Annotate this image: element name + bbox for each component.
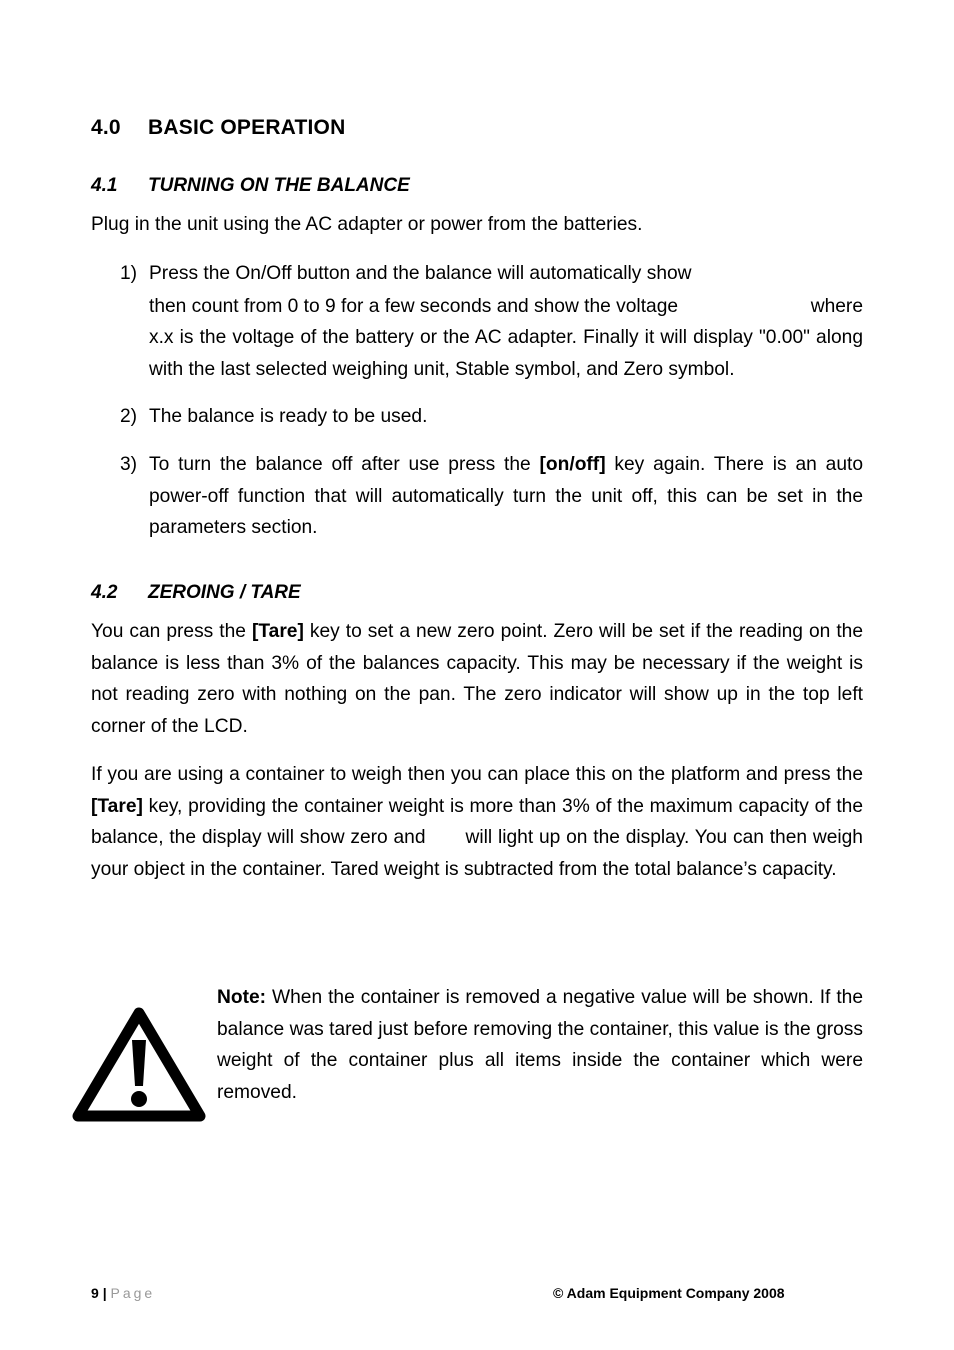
para-text-pre: You can press the xyxy=(91,621,252,642)
tare-key-label: [Tare] xyxy=(91,795,143,817)
subsection-heading-4-2 xyxy=(91,582,301,604)
footer-separator: | xyxy=(102,1285,107,1301)
subsection-number: 4.1 xyxy=(91,175,118,196)
footer-copyright: © Adam Equipment Company 2008 xyxy=(553,1285,785,1301)
subsection-title: ZEROING / TARE xyxy=(148,582,301,603)
tare-paragraph-2 xyxy=(91,759,863,885)
list-item xyxy=(120,401,863,433)
para-text-pre: If you are using a container to weigh then you can place this on the platform and press the xyxy=(91,764,863,785)
step-text: The balance is ready to be used. xyxy=(149,406,428,427)
page-label: Page xyxy=(110,1285,156,1301)
step-line-rest: x.x is the voltage of the battery or the AC adapter. Finally it will display "0.00" along with the last selected weighing unit, Stable symbol, and Zero symbol. xyxy=(149,327,863,380)
subsection-heading-4-1 xyxy=(91,175,410,197)
step-line-2 xyxy=(149,291,863,323)
step-line-2-where: where xyxy=(810,296,863,317)
para-text-post: key to set a new zero point. Zero will be set if the reading on the balance is less than 3% of the balances capacity. This may be necessary if the weight is not reading zero with nothing on the pan. The zero indicator will show up in the top left corner of the LCD. xyxy=(91,621,863,737)
note-paragraph xyxy=(217,982,863,1108)
subsection-title: TURNING ON THE BALANCE xyxy=(148,175,410,196)
section-heading xyxy=(91,116,345,140)
tare-key-label: [Tare] xyxy=(251,621,304,642)
warning-triangle-icon xyxy=(72,1004,206,1124)
on-off-key-label: [on/off] xyxy=(539,454,606,475)
section-number: 4.0 xyxy=(91,116,121,139)
step-text-post: key again. There is an auto power-off function that will automatically turn the unit off, this can be set in the parameters section. xyxy=(149,454,863,538)
list-number: 3) xyxy=(120,454,138,475)
intro-paragraph: Plug in the unit using the AC adapter or power from the batteries. xyxy=(91,214,643,235)
para-text-mid: key, providing the container weight is more than 3% of the maximum capacity of the balance, the display will show zero and xyxy=(91,795,863,848)
step-line-2-text: then count from 0 to 9 for a few seconds and show the voltage xyxy=(149,296,679,317)
list-number: 2) xyxy=(120,406,138,427)
para-text-post: will light up on the display. You can then weigh your object in the container. Tared weight is subtracted from the total balance’s capacity. xyxy=(91,827,863,880)
list-item xyxy=(120,258,863,388)
page-footer-number xyxy=(91,1285,155,1301)
section-title: BASIC OPERATION xyxy=(148,116,346,139)
subsection-number: 4.2 xyxy=(91,582,118,603)
note-label: Note: xyxy=(217,987,267,1008)
step-text xyxy=(149,449,863,544)
step-line-1: Press the On/Off button and the balance will automatically show xyxy=(149,263,692,284)
tare-paragraph-1 xyxy=(91,616,863,742)
note-text: When the container is removed a negative value will be shown. If the balance was tared just before removing the container, this value is the gross weight of the container plus all items inside the container which were removed. xyxy=(217,987,863,1103)
page-number: 9 xyxy=(91,1285,99,1301)
list-item xyxy=(120,449,863,545)
list-number: 1) xyxy=(120,263,138,284)
step-text-pre: To turn the balance off after use press the xyxy=(149,454,540,475)
